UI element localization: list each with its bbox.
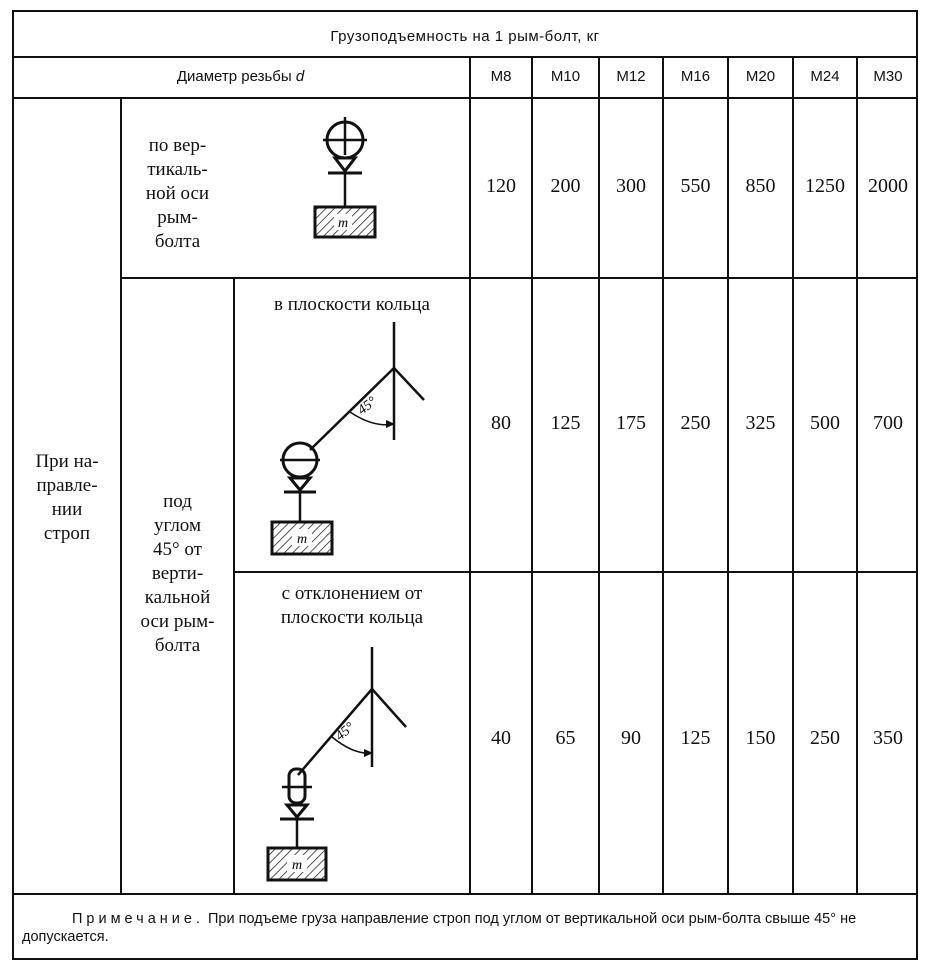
table-title: Грузоподъемность на 1 рым-болт, кг (330, 28, 600, 45)
eyebolt-vertical-diagram (300, 115, 390, 245)
value-cell: 250 (810, 727, 840, 749)
value-cell: 125 (680, 727, 711, 749)
value-cell: 80 (491, 412, 511, 434)
caption-off-plane: с отклонением от плоскости кольца (280, 583, 424, 628)
size-header-m16: М16 (680, 68, 711, 85)
value-cell: 250 (680, 412, 711, 434)
angle-label: 45° (355, 394, 380, 419)
rule-header (12, 97, 918, 99)
value-cell: 550 (680, 175, 711, 197)
thread-diameter-header (12, 68, 469, 85)
size-header-m8: М8 (490, 68, 512, 85)
value-cell: 350 (873, 727, 903, 749)
mass-symbol: m (291, 858, 303, 873)
value-cell: 700 (873, 412, 903, 434)
value-cell: 150 (745, 727, 776, 749)
rule-note (12, 893, 918, 895)
eyebolt-in-plane-diagram (262, 320, 442, 565)
value-cell: 175 (616, 412, 646, 434)
eyebolt-off-plane-diagram (258, 645, 428, 885)
value-cell: 325 (745, 412, 776, 434)
group-label: При на- правле- нии строп (35, 451, 99, 544)
thread-diameter-label: Диаметр резьбы (176, 68, 292, 85)
value-cell: 1250 (805, 175, 845, 197)
value-cell: 65 (555, 727, 576, 749)
value-cell: 200 (550, 175, 581, 197)
rule-row2 (235, 571, 918, 573)
note-heading: Примечание. (72, 911, 204, 927)
value-cell: 500 (810, 412, 840, 434)
value-cell: 125 (550, 412, 581, 434)
size-header-m20: М20 (745, 68, 776, 85)
value-cell: 40 (491, 727, 511, 749)
value-cell: 300 (616, 175, 646, 197)
rule-title (12, 56, 918, 58)
row-vertical-label: по вер- тикаль- ной оси рым- болта (145, 135, 210, 252)
value-cell: 850 (745, 175, 776, 197)
thread-diameter-symbol: d (295, 68, 305, 85)
value-cell: 120 (486, 175, 516, 197)
value-cell: 2000 (868, 175, 908, 197)
size-header-m12: М12 (616, 68, 646, 85)
caption-in-plane: в плоскости кольца (274, 294, 430, 315)
table-note (22, 910, 912, 946)
size-header-m30: М30 (873, 68, 903, 85)
value-cell: 90 (621, 727, 641, 749)
size-header-m24: М24 (810, 68, 840, 85)
mass-symbol: m (337, 216, 349, 231)
mass-symbol: m (296, 532, 308, 547)
row-angled-label: под углом 45° от верти- кальной оси рым- болта (140, 491, 215, 656)
angle-label: 45° (332, 719, 358, 745)
size-header-m10: М10 (550, 68, 581, 85)
rule-row1 (122, 277, 918, 279)
note-text: При подъеме груза направление строп под углом от вертикальной оси рым-болта свыше 45° не допускается. (22, 911, 857, 945)
